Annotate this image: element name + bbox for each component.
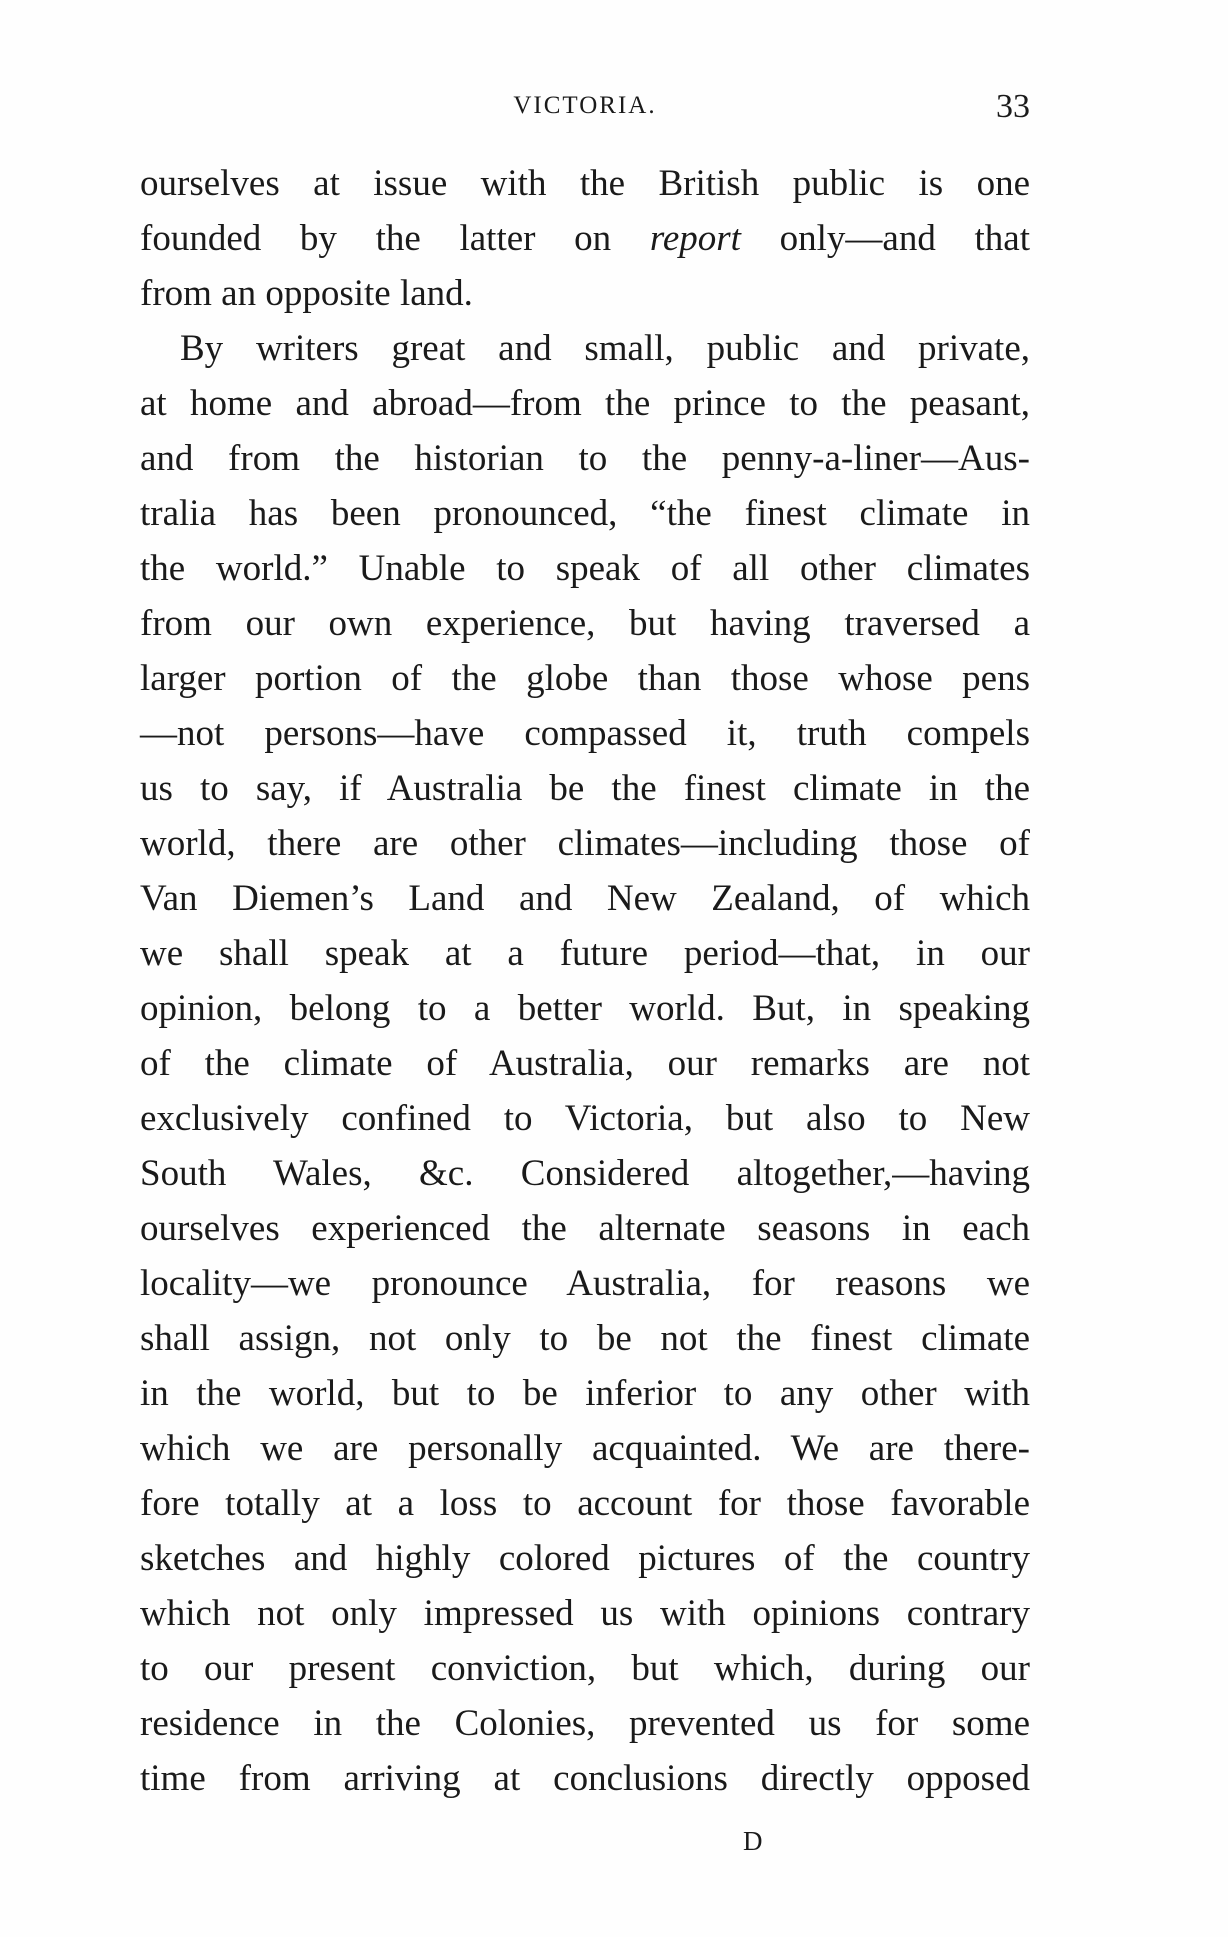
text-line: larger portion of the globe than those whose pens [140, 658, 1030, 699]
text-line: from our own experience, but having traversed a [140, 603, 1030, 644]
running-head [140, 88, 1030, 132]
paragraph-start-line: By writers great and small, public and private, [180, 328, 1030, 369]
text-line: which we are personally acquainted. We are there- [140, 1428, 1030, 1469]
text-line: residence in the Colonies, prevented us for some [140, 1703, 1030, 1744]
text-line: founded by the latter on report only—and that [140, 218, 1031, 259]
text-line: —not persons—have compassed it, truth compels [140, 713, 1030, 754]
text-line: exclusively confined to Victoria, but also to New [140, 1098, 1030, 1139]
body-text [140, 156, 1030, 1806]
text-line: locality—we pronounce Australia, for reasons we [140, 1263, 1030, 1304]
text-line: ourselves at issue with the British public is one [140, 163, 1030, 204]
text-line: sketches and highly colored pictures of the country [140, 1538, 1030, 1579]
text-line: tralia has been pronounced, “the finest climate in [140, 493, 1030, 534]
running-title: VICTORIA. [513, 92, 657, 119]
text-line: fore totally at a loss to account for those favorable [140, 1483, 1030, 1524]
text-line: we shall speak at a future period—that, in our [140, 933, 1030, 974]
text-line: of the climate of Australia, our remarks are not [140, 1043, 1030, 1084]
emphasis-report: report [649, 218, 741, 259]
text-line: from an opposite land. [140, 273, 473, 314]
text-line: world, there are other climates—including those of [140, 823, 1030, 864]
text-line: shall assign, not only to be not the finest climate [140, 1318, 1030, 1359]
text-line: and from the historian to the penny-a-liner—Aus- [140, 438, 1030, 479]
text-line: which not only impressed us with opinions contrary [140, 1593, 1030, 1634]
text-line: Van Diemen’s Land and New Zealand, of which [140, 878, 1030, 919]
page-number: 33 [996, 88, 1030, 125]
text-line: at home and abroad—from the prince to the peasant, [140, 383, 1030, 424]
text-line: us to say, if Australia be the finest climate in the [140, 768, 1030, 809]
text-line: to our present conviction, but which, during our [140, 1648, 1030, 1689]
text-line: the world.” Unable to speak of all other climates [140, 548, 1030, 589]
text-line: opinion, belong to a better world. But, in speaking [140, 988, 1030, 1029]
signature-mark: D [743, 1826, 764, 1856]
text-line: in the world, but to be inferior to any other with [140, 1373, 1030, 1414]
text-line: South Wales, &c. Considered altogether,—having [140, 1153, 1030, 1194]
text-line: time from arriving at conclusions directly opposed [140, 1758, 1030, 1799]
text-line: ourselves experienced the alternate seasons in each [140, 1208, 1030, 1249]
